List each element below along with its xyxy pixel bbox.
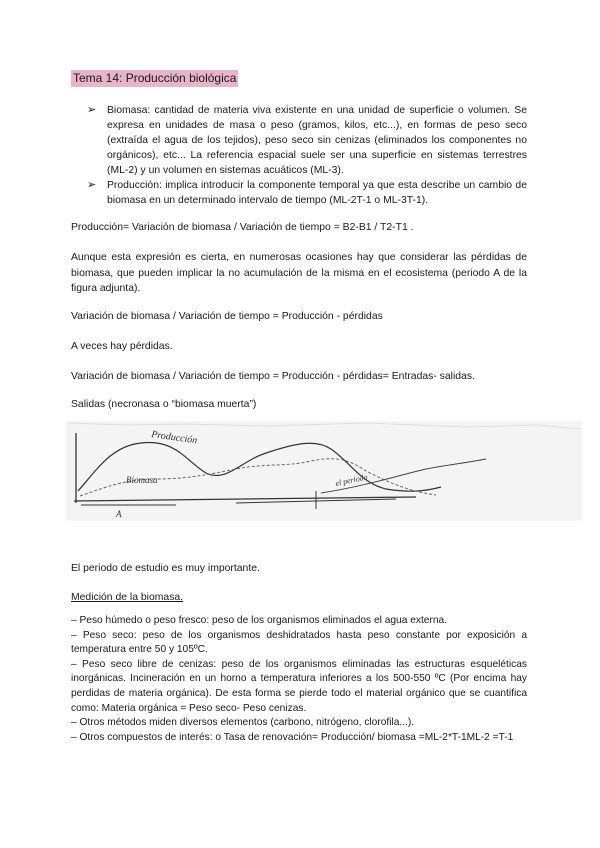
- biomasa-definition: Biomasa: cantidad de materia viva existente en una unidad de superficie o volumen. Se expresa en unidades de masa o peso (gramos, kilos, etc...), en formas de peso seco (extraída el agua de los tejidos), peso seco sin cenizas (eliminados los componentes no orgánicos), etc... La referencia espacial suele ser una superficie en sistemas terrestres (ML-2) y un volumen en sistemas acuáticos (ML-3).: [107, 105, 527, 176]
- arrow-bullet-icon: ➢: [87, 104, 97, 116]
- list-item: [87, 103, 527, 178]
- formula-entradas-salidas: Variación de biomasa / Variación de tiempo = Producción - pérdidas= Entradas- salidas.: [71, 371, 475, 382]
- list-item: – Otros métodos miden diversos elementos (carbono, nitrógeno, clorofila...).: [71, 717, 415, 729]
- label-periodo: el periodo: [334, 472, 369, 488]
- medicion-list: [71, 614, 527, 745]
- paragraph-a-veces: A veces hay pérdidas.: [71, 341, 173, 352]
- formula-perdidas: Variación de biomasa / Variación de tiempo = Producción - pérdidas: [71, 311, 383, 322]
- list-item: – Otros compuestos de interés: o Tasa de renovación= Producción/ biomasa =ML-2*T-1ML-2 =T-1: [71, 731, 514, 743]
- medicion-heading: Medición de la biomasa.: [71, 592, 184, 603]
- label-produccion: Producción: [150, 429, 198, 447]
- list-item: – Peso húmedo o peso fresco: peso de los organismos eliminados el agua externa.: [71, 615, 448, 626]
- formula-produccion: Producción= Variación de biomasa / Variación de tiempo = B2-B1 / T2-T1 .: [71, 222, 414, 233]
- list-item: – Peso seco: peso de los organismos deshidratados hasta peso constante por exposición a temperatura entre 50 y 105ºC.: [71, 629, 527, 656]
- page-title: Tema 14: Producción biológica: [73, 71, 237, 85]
- salidas-text: Salidas (necronasa o “biomasa muerta”): [71, 399, 257, 410]
- produccion-definition: Producción: implica introducir la componente temporal ya que esta describe un cambio de biomasa en un determinado intervalo de tiempo (ML-2T-1 o ML-3T-1).: [107, 180, 527, 206]
- definition-list: [87, 103, 527, 208]
- list-item: [87, 178, 527, 208]
- figure-background: [66, 421, 582, 521]
- estudio-text: El periodo de estudio es muy importante.: [71, 563, 260, 574]
- paragraph-perdidas: Aunque esta expresión es cierta, en numerosas ocasiones hay que considerar las pérdidas de biomasa, que pueden implicar la no acumulación de la misma en el ecosistema (periodo A de la figura adjunta).: [71, 252, 527, 294]
- hand-drawn-figure: [66, 421, 582, 521]
- list-item: – Peso seco libre de cenizas: peso de los organismos eliminadas las estructuras esqueléticas inorgánicas. Incineración en un horno a temperatura inferiores a los 500-550 ºC (Por encima hay perdidas de materia orgánica). De esta forma se pierde todo el material orgánico que se cuantifica como: Materia orgánica = Peso seco- Peso cenizas.: [71, 658, 527, 714]
- arrow-bullet-icon: ➢: [87, 179, 97, 191]
- label-biomasa: Biomasa: [126, 475, 158, 485]
- label-a: A: [116, 509, 122, 519]
